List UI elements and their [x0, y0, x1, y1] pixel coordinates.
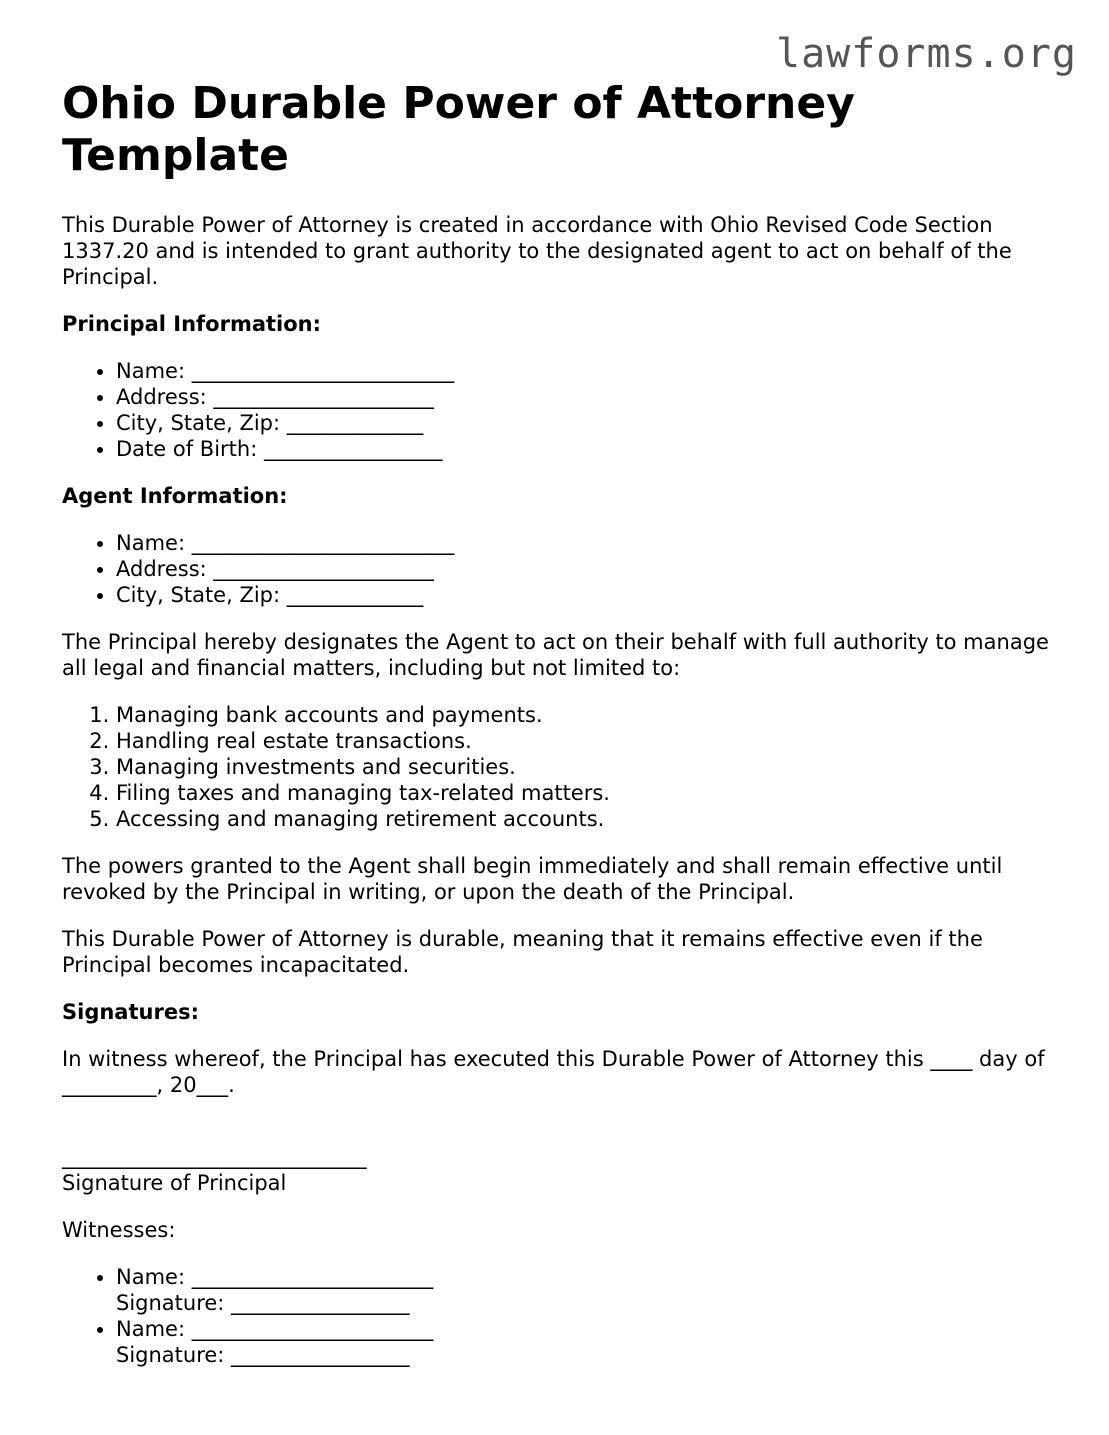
principal-signature-label: Signature of Principal [62, 1171, 287, 1195]
power-item: 1. Managing bank accounts and payments. [116, 702, 1052, 728]
designation-paragraph: The Principal hereby designates the Agent to act on their behalf with full authority to manage all legal and financial matters, including but not limited to: [62, 630, 1049, 680]
principal-heading: Principal Information: [62, 312, 322, 336]
agent-address-field: • Address: _____________________ [116, 556, 1052, 582]
power-item: 2. Handling real estate transactions. [116, 728, 1052, 754]
witnesses-list [62, 1264, 1052, 1368]
witnesses-label: Witnesses: [62, 1218, 176, 1242]
agent-city-state-zip-field: • City, State, Zip: _____________ [116, 582, 1052, 608]
intro-paragraph: This Durable Power of Attorney is created in accordance with Ohio Revised Code Section 1337.20 and is intended to grant authority to the designated agent to act on behalf of the Principal. [62, 213, 1012, 289]
page-title: Ohio Durable Power of Attorney Template [62, 78, 855, 181]
signatures-heading: Signatures: [62, 1000, 199, 1024]
watermark-logo: lawforms.org [776, 31, 1077, 77]
principal-fields-list [62, 358, 1052, 462]
principal-address-field: • Address: _____________________ [116, 384, 1052, 410]
witness-statement: In witness whereof, the Principal has executed this Durable Power of Attorney this ____ day of _________, 20___. [62, 1047, 1045, 1097]
power-item: 4. Filing taxes and managing tax-related matters. [116, 780, 1052, 806]
power-item: 5. Accessing and managing retirement accounts. [116, 806, 1052, 832]
principal-signature-line: _____________________________ [62, 1145, 367, 1169]
witness-name-field: • Name: _______________________ [116, 1317, 434, 1341]
witness-name-field: • Name: _______________________ [116, 1265, 434, 1289]
power-item: 3. Managing investments and securities. [116, 754, 1052, 780]
agent-heading: Agent Information: [62, 484, 288, 508]
durable-paragraph: This Durable Power of Attorney is durable, meaning that it remains effective even if the Principal becomes incapacitated. [62, 927, 983, 977]
witness-signature-field: Signature: _________________ [116, 1291, 410, 1315]
agent-name-field: • Name: _________________________ [116, 530, 1052, 556]
effective-paragraph: The powers granted to the Agent shall begin immediately and shall remain effective until revoked by the Principal in writing, or upon the death of the Principal. [62, 854, 1003, 904]
principal-city-state-zip-field: • City, State, Zip: _____________ [116, 410, 1052, 436]
principal-dob-field: • Date of Birth: _________________ [116, 436, 1052, 462]
witness-item [116, 1316, 1052, 1368]
witness-signature-field: Signature: _________________ [116, 1343, 410, 1367]
principal-name-field: • Name: _________________________ [116, 358, 1052, 384]
witness-item [116, 1264, 1052, 1316]
document-body [62, 78, 1052, 1389]
powers-list [62, 702, 1052, 832]
agent-fields-list [62, 530, 1052, 608]
